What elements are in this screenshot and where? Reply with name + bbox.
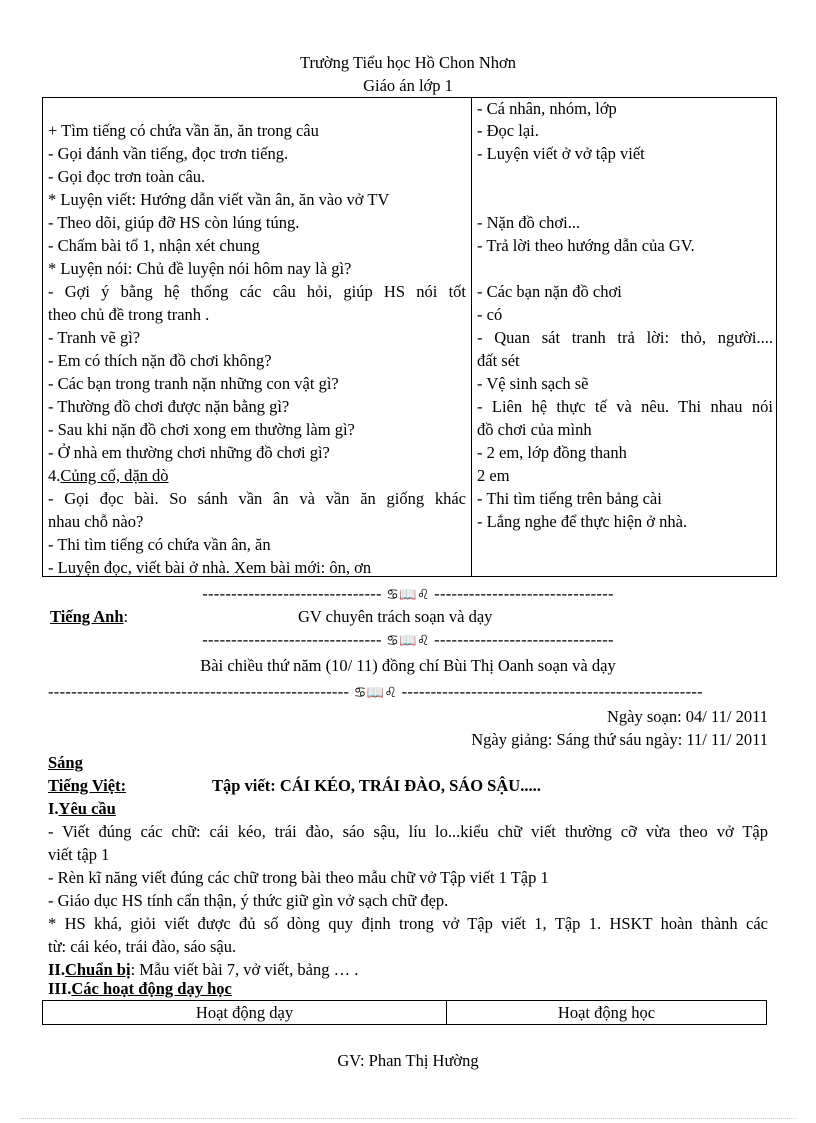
- preparation-text: : Mẫu viết bài 7, vở viết, bảng … .: [130, 960, 359, 979]
- lesson-plan-grade: Giáo án lớp 1: [363, 76, 453, 95]
- teacher-name-footer: GV: Phan Thị Hường: [337, 1051, 479, 1070]
- english-note: GV chuyên trách soạn và dạy: [298, 607, 493, 626]
- afternoon-note: Bài chiều thứ năm (10/ 11) đồng chí Bùi Thị Oanh soạn và dạy: [200, 656, 616, 675]
- left-line: - Sau khi nặn đồ chơi xong em thường làm gì?: [48, 420, 355, 439]
- left-line: - Các bạn trong tranh nặn những con vật gì?: [48, 374, 339, 393]
- separator: [0, 629, 816, 653]
- right-line: - 2 em, lớp đồng thanh: [477, 443, 627, 462]
- right-line: - Quan sát tranh trả lời: thỏ, người....: [477, 328, 773, 347]
- section-number: II.: [48, 960, 65, 979]
- left-line: * Luyện nói: Chủ đề luyện nói hôm nay là gì?: [48, 259, 352, 278]
- right-line: - Lắng nghe để thực hiện ở nhà.: [477, 512, 688, 531]
- section-title: Yêu cầu: [58, 799, 116, 818]
- session-label: Sáng: [48, 753, 83, 772]
- right-line: - Thi tìm tiếng trên bảng cài: [477, 489, 662, 508]
- separator-dashes: ----------------------------------------------------: [401, 682, 703, 701]
- right-line: - Vệ sinh sạch sẽ: [477, 374, 589, 393]
- left-line: - Gọi đọc trơn toàn câu.: [48, 167, 206, 186]
- separator: [0, 583, 816, 607]
- section-activities: [48, 978, 232, 1001]
- left-line: - Em có thích nặn đồ chơi không?: [48, 351, 272, 370]
- right-line: - Đọc lại.: [477, 121, 539, 140]
- section-requirements: [48, 798, 116, 821]
- separator: [48, 681, 768, 705]
- english-colon: :: [123, 607, 129, 626]
- requirement-line: * HS khá, giỏi viết được đủ số dòng quy định trong vở Tập viết 1, Tập 1. HSKT hoàn thành các: [48, 914, 768, 933]
- ornament-icon: ♋📖♌: [386, 633, 430, 649]
- english-label: [50, 606, 128, 629]
- right-line: - Luyện viết ở vở tập viết: [477, 144, 645, 163]
- left-line: - Theo dõi, giúp đỡ HS còn lúng túng.: [48, 213, 300, 232]
- left-line: + Tìm tiếng có chứa vần ăn, ăn trong câu: [48, 121, 319, 140]
- date-prepared: Ngày soạn: 04/ 11/ 2011: [606, 707, 768, 726]
- left-line: - Tranh vẽ gì?: [48, 328, 141, 347]
- right-line: 2 em: [477, 466, 510, 485]
- right-line: - Các bạn nặn đồ chơi: [477, 282, 622, 301]
- separator-dashes: -------------------------------: [202, 630, 382, 649]
- lesson-title: Tập viết: CÁI KÉO, TRÁI ĐÀO, SÁO SẬU.....: [212, 776, 541, 795]
- requirement-line: từ: cái kéo, trái đào, sáo sậu.: [48, 937, 237, 956]
- separator-dashes: ----------------------------------------------------: [48, 682, 350, 701]
- left-line: * Luyện viết: Hướng dẫn viết vần ân, ăn vào vở TV: [48, 190, 390, 209]
- right-line: - Cá nhân, nhóm, lớp: [477, 99, 617, 118]
- left-line: - Ở nhà em thường chơi những đồ chơi gì?: [48, 443, 330, 462]
- section-number: I.: [48, 799, 59, 818]
- requirement-line: - Viết đúng các chữ: cái kéo, trái đào, sáo sậu, líu lo...kiểu chữ viết thường cỡ vừa theo vở Tập: [48, 822, 768, 841]
- separator-dashes: -------------------------------: [434, 584, 614, 603]
- page-bottom-rule: [20, 1118, 796, 1119]
- left-line: - Gọi đọc bài. So sánh vần ân và vần ăn giống khác: [48, 489, 466, 508]
- requirement-line: - Giáo dục HS tính cẩn thận, ý thức giữ gìn vở sạch chữ đẹp.: [48, 891, 449, 910]
- right-line: đất sét: [477, 351, 520, 370]
- right-line: - Liên hệ thực tế và nêu. Thi nhau nói: [477, 397, 773, 416]
- section-number: 4.: [48, 466, 61, 485]
- requirement-line: - Rèn kĩ năng viết đúng các chữ trong bài theo mẫu chữ vở Tập viết 1 Tập 1: [48, 868, 549, 887]
- ornament-icon: ♋📖♌: [386, 587, 430, 603]
- separator-dashes: -------------------------------: [202, 584, 382, 603]
- activity-table: [42, 97, 777, 577]
- date-taught: Ngày giảng: Sáng thứ sáu ngày: 11/ 11/ 2011: [471, 730, 768, 749]
- english-subject: Tiếng Anh: [50, 607, 124, 626]
- subject-label: Tiếng Việt:: [48, 776, 127, 795]
- left-line: - Thường đồ chơi được nặn bằng gì?: [48, 397, 290, 416]
- ornament-icon: ♋📖♌: [353, 685, 398, 701]
- header-student-activity: Hoạt động học: [557, 1003, 656, 1022]
- requirement-line: viết tập 1: [48, 845, 110, 864]
- section-title: Các hoạt động dạy học: [71, 979, 232, 998]
- header-teacher-activity: Hoạt động dạy: [195, 1003, 294, 1022]
- left-line: theo chủ đề trong tranh .: [48, 305, 210, 324]
- consolidation-heading: [48, 465, 169, 488]
- column-divider: [471, 98, 472, 576]
- right-line: - có: [477, 305, 503, 324]
- right-line: - Nặn đồ chơi...: [477, 213, 581, 232]
- section-title: Củng cố, dặn dò: [60, 466, 169, 485]
- activities-header-table: [42, 1000, 767, 1025]
- left-line: - Chấm bài tổ 1, nhận xét chung: [48, 236, 260, 255]
- section-number: III.: [48, 979, 72, 998]
- left-line: nhau chỗ nào?: [48, 512, 144, 531]
- left-line: - Thi tìm tiếng có chứa vần ân, ăn: [48, 535, 271, 554]
- section-title: Chuẩn bị: [64, 960, 131, 979]
- right-line: - Trả lời theo hướng dẫn của GV.: [477, 236, 695, 255]
- left-line: - Gợi ý bằng hệ thống các câu hỏi, giúp HS nói tốt: [48, 282, 466, 301]
- separator-dashes: -------------------------------: [434, 630, 614, 649]
- right-line: đồ chơi của mình: [477, 420, 592, 439]
- left-line: - Luyện đọc, viết bài ở nhà. Xem bài mới: ôn, ơn: [48, 558, 372, 577]
- left-line: - Gọi đánh vần tiếng, đọc trơn tiếng.: [48, 144, 289, 163]
- school-name: Trường Tiểu học Hồ Chon Nhơn: [299, 53, 517, 72]
